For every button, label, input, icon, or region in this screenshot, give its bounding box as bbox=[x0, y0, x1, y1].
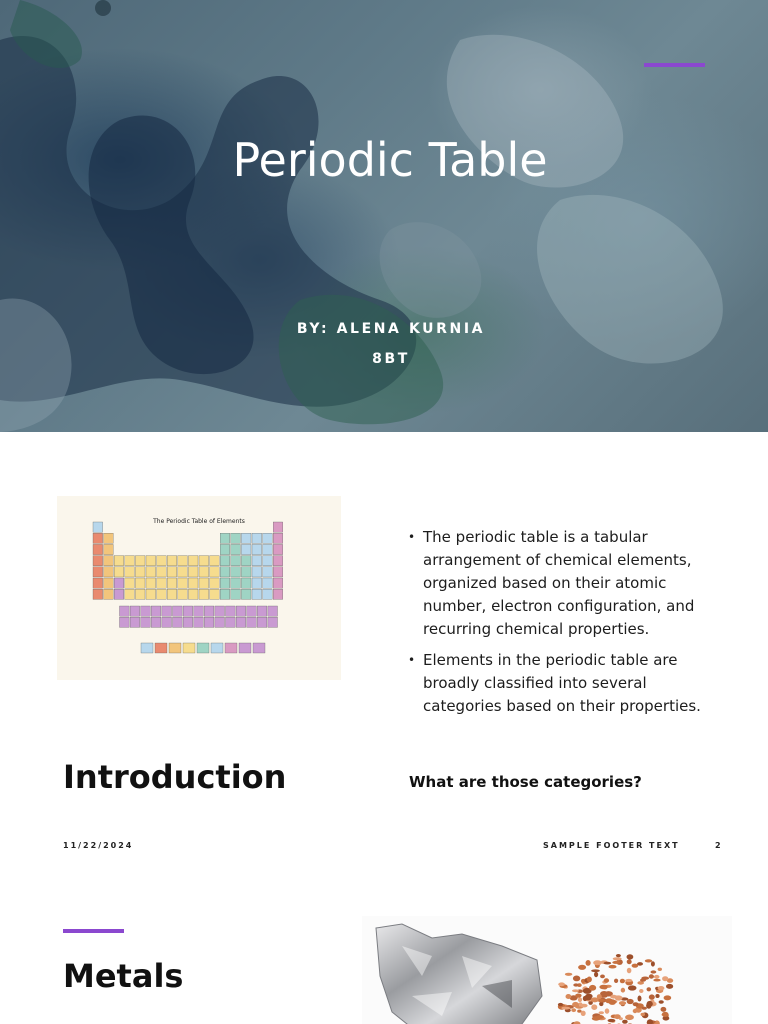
copper-granule bbox=[651, 961, 655, 966]
element-cell bbox=[178, 578, 188, 588]
element-cell bbox=[183, 617, 193, 627]
copper-granule bbox=[558, 1003, 563, 1006]
introduction-heading[interactable]: Introduction bbox=[63, 758, 287, 796]
element-cell bbox=[252, 578, 262, 588]
element-cell bbox=[252, 533, 262, 543]
element-cell bbox=[104, 589, 114, 599]
element-cell bbox=[210, 589, 220, 599]
introduction-slide bbox=[0, 432, 768, 864]
copper-granule bbox=[658, 968, 662, 971]
copper-granule bbox=[620, 979, 625, 984]
element-cell bbox=[204, 606, 214, 616]
element-cell bbox=[273, 533, 283, 543]
copper-granule bbox=[589, 985, 596, 991]
element-cell bbox=[146, 556, 156, 566]
copper-granule bbox=[628, 985, 637, 990]
categories-question[interactable]: What are those categories? bbox=[409, 773, 642, 791]
element-cell bbox=[215, 606, 225, 616]
element-cell bbox=[93, 533, 103, 543]
periodic-table-grid bbox=[57, 496, 341, 680]
copper-granule bbox=[613, 957, 622, 960]
copper-granule bbox=[561, 1007, 570, 1010]
element-cell bbox=[252, 544, 262, 554]
copper-granule bbox=[659, 1000, 664, 1003]
element-cell bbox=[104, 544, 114, 554]
element-cell bbox=[120, 606, 130, 616]
element-cell bbox=[273, 589, 283, 599]
footer-page-number[interactable]: 2 bbox=[715, 841, 723, 850]
element-cell bbox=[93, 578, 103, 588]
copper-granule bbox=[625, 979, 632, 982]
copper-granule bbox=[625, 1015, 634, 1021]
element-cell bbox=[151, 617, 161, 627]
element-cell bbox=[220, 544, 230, 554]
element-cell bbox=[199, 556, 209, 566]
copper-granule bbox=[655, 994, 659, 998]
presentation-title[interactable]: Periodic Table bbox=[232, 133, 548, 187]
element-cell bbox=[141, 617, 151, 627]
copper-granule bbox=[566, 994, 572, 999]
element-cell bbox=[167, 578, 177, 588]
element-cell bbox=[93, 522, 103, 532]
element-cell bbox=[263, 533, 273, 543]
element-cell bbox=[188, 589, 198, 599]
element-cell bbox=[183, 606, 193, 616]
element-cell bbox=[257, 606, 267, 616]
element-cell bbox=[157, 556, 167, 566]
copper-granule bbox=[581, 1011, 586, 1016]
element-cell bbox=[157, 589, 167, 599]
element-cell bbox=[93, 544, 103, 554]
element-cell bbox=[252, 589, 262, 599]
class-label[interactable]: 8BT bbox=[372, 351, 410, 367]
copper-granule bbox=[558, 982, 565, 986]
element-cell bbox=[125, 567, 135, 577]
element-cell bbox=[273, 522, 283, 532]
element-cell bbox=[178, 589, 188, 599]
copper-granule bbox=[654, 975, 660, 979]
footer-text[interactable]: SAMPLE FOOTER TEXT bbox=[543, 841, 680, 850]
element-cell bbox=[263, 578, 273, 588]
copper-granule bbox=[572, 1002, 579, 1007]
copper-granule bbox=[614, 979, 618, 983]
legend-swatch bbox=[183, 643, 195, 653]
element-cell bbox=[141, 606, 151, 616]
periodic-table-image-title: The Periodic Table of Elements bbox=[153, 518, 245, 525]
element-cell bbox=[114, 578, 124, 588]
footer-date[interactable]: 11/22/2024 bbox=[63, 841, 134, 850]
copper-granule bbox=[622, 1020, 628, 1024]
copper-granule bbox=[604, 962, 612, 965]
element-cell bbox=[146, 567, 156, 577]
copper-granule bbox=[639, 989, 643, 993]
accent-bar bbox=[644, 63, 705, 67]
element-cell bbox=[220, 567, 230, 577]
element-cell bbox=[125, 589, 135, 599]
element-cell bbox=[104, 533, 114, 543]
legend-swatch bbox=[225, 643, 237, 653]
element-cell bbox=[130, 617, 140, 627]
copper-granule bbox=[578, 965, 586, 970]
element-cell bbox=[241, 567, 251, 577]
element-cell bbox=[135, 578, 145, 588]
copper-granule bbox=[578, 997, 582, 1002]
title-slide bbox=[0, 0, 768, 432]
element-cell bbox=[146, 578, 156, 588]
element-cell bbox=[273, 556, 283, 566]
element-cell bbox=[135, 556, 145, 566]
list-item[interactable]: • The periodic table is a tabular arrangement of chemical elements, organized based on their atomic number, electron configuration, and recurring chemical properties. bbox=[408, 526, 708, 641]
copper-granule bbox=[615, 995, 623, 1000]
element-cell bbox=[130, 606, 140, 616]
element-cell bbox=[263, 589, 273, 599]
legend-swatch bbox=[155, 643, 167, 653]
copper-granule bbox=[596, 1015, 604, 1019]
copper-granule bbox=[614, 1014, 621, 1019]
list-item[interactable]: • Elements in the periodic table are broadly classified into several categories based on their properties. bbox=[408, 649, 708, 718]
copper-granule bbox=[605, 1008, 610, 1013]
copper-granule bbox=[649, 974, 654, 978]
element-cell bbox=[236, 617, 246, 627]
copper-granule bbox=[633, 1002, 639, 1006]
copper-granule bbox=[594, 972, 598, 977]
copper-granule bbox=[642, 1007, 647, 1010]
element-cell bbox=[215, 617, 225, 627]
element-cell bbox=[247, 606, 257, 616]
metals-slide bbox=[0, 864, 768, 1024]
element-cell bbox=[114, 567, 124, 577]
copper-granule bbox=[587, 977, 592, 983]
copper-granule bbox=[580, 1004, 587, 1008]
element-cell bbox=[114, 556, 124, 566]
element-cell bbox=[157, 578, 167, 588]
copper-granule bbox=[664, 995, 672, 1000]
element-cell bbox=[231, 533, 241, 543]
element-cell bbox=[188, 567, 198, 577]
element-cell bbox=[247, 617, 257, 627]
element-cell bbox=[146, 589, 156, 599]
copper-granule bbox=[661, 1007, 667, 1012]
copper-granule bbox=[573, 976, 580, 982]
element-cell bbox=[125, 578, 135, 588]
element-cell bbox=[204, 617, 214, 627]
copper-granule bbox=[647, 1001, 653, 1007]
copper-granule bbox=[599, 985, 607, 990]
metals-heading[interactable]: Metals bbox=[63, 957, 184, 995]
copper-granule bbox=[627, 959, 632, 964]
element-cell bbox=[257, 617, 267, 627]
element-cell bbox=[178, 556, 188, 566]
element-cell bbox=[231, 567, 241, 577]
copper-granule bbox=[604, 978, 609, 982]
element-cell bbox=[231, 544, 241, 554]
copper-granule bbox=[638, 996, 642, 1002]
element-cell bbox=[93, 589, 103, 599]
element-cell bbox=[199, 578, 209, 588]
copper-granule bbox=[633, 1009, 638, 1013]
copper-granule bbox=[662, 976, 668, 981]
copper-granule bbox=[647, 987, 652, 991]
element-cell bbox=[135, 589, 145, 599]
copper-granule bbox=[608, 1019, 616, 1022]
copper-granule bbox=[571, 1008, 576, 1012]
copper-granule bbox=[647, 1019, 653, 1024]
element-cell bbox=[125, 556, 135, 566]
copper-granule bbox=[599, 1011, 604, 1014]
element-cell bbox=[173, 606, 183, 616]
copper-granule bbox=[627, 968, 632, 974]
element-cell bbox=[263, 556, 273, 566]
copper-granule bbox=[572, 989, 579, 992]
legend-swatch bbox=[197, 643, 209, 653]
element-cell bbox=[220, 578, 230, 588]
copper-granule bbox=[632, 964, 639, 968]
element-cell bbox=[226, 617, 236, 627]
copper-granule bbox=[640, 979, 646, 982]
element-cell bbox=[157, 567, 167, 577]
element-cell bbox=[114, 589, 124, 599]
copper-granule bbox=[651, 970, 657, 973]
element-cell bbox=[167, 567, 177, 577]
element-cell bbox=[93, 567, 103, 577]
element-cell bbox=[194, 606, 204, 616]
element-cell bbox=[188, 556, 198, 566]
element-cell bbox=[188, 578, 198, 588]
element-cell bbox=[220, 533, 230, 543]
copper-granule bbox=[565, 973, 572, 976]
element-cell bbox=[194, 617, 204, 627]
element-cell bbox=[236, 606, 246, 616]
element-cell bbox=[273, 567, 283, 577]
element-cell bbox=[220, 589, 230, 599]
metal-samples-illustration bbox=[362, 916, 732, 1024]
element-cell bbox=[199, 567, 209, 577]
copper-granule bbox=[593, 960, 602, 965]
copper-granule bbox=[583, 996, 587, 1001]
copper-granule bbox=[605, 998, 613, 1003]
element-cell bbox=[104, 567, 114, 577]
element-cell bbox=[263, 567, 273, 577]
element-cell bbox=[104, 556, 114, 566]
periodic-table-image[interactable] bbox=[57, 496, 341, 680]
silver-metal-chunk bbox=[376, 924, 542, 1024]
element-cell bbox=[210, 556, 220, 566]
legend-swatch bbox=[141, 643, 153, 653]
element-cell bbox=[241, 556, 251, 566]
copper-granule bbox=[627, 954, 634, 959]
copper-granule bbox=[597, 994, 602, 999]
element-cell bbox=[162, 606, 172, 616]
element-cell bbox=[120, 617, 130, 627]
element-cell bbox=[252, 567, 262, 577]
element-cell bbox=[167, 589, 177, 599]
copper-granule bbox=[653, 979, 660, 982]
element-cell bbox=[210, 567, 220, 577]
copper-granule bbox=[586, 960, 591, 966]
intro-bullet-list bbox=[408, 526, 708, 726]
element-cell bbox=[167, 556, 177, 566]
copper-granule bbox=[600, 975, 605, 979]
copper-granule bbox=[575, 994, 581, 998]
element-cell bbox=[252, 556, 262, 566]
element-cell bbox=[178, 567, 188, 577]
copper-granule bbox=[573, 983, 578, 986]
element-cell bbox=[241, 544, 251, 554]
element-cell bbox=[231, 578, 241, 588]
legend-swatch bbox=[239, 643, 251, 653]
element-cell bbox=[162, 617, 172, 627]
copper-granule bbox=[658, 986, 665, 990]
legend-swatch bbox=[253, 643, 265, 653]
element-cell bbox=[231, 556, 241, 566]
element-cell bbox=[231, 589, 241, 599]
copper-granule bbox=[609, 965, 617, 969]
copper-granule bbox=[619, 1001, 626, 1005]
copper-granule bbox=[616, 954, 621, 957]
copper-granule bbox=[641, 1013, 646, 1016]
element-cell bbox=[273, 544, 283, 554]
copper-granule bbox=[645, 959, 652, 962]
copper-granule bbox=[627, 999, 634, 1004]
accent-bar bbox=[63, 929, 124, 933]
copper-granule bbox=[591, 969, 600, 972]
element-cell bbox=[210, 578, 220, 588]
element-cell bbox=[226, 606, 236, 616]
element-cell bbox=[151, 606, 161, 616]
legend-swatch bbox=[169, 643, 181, 653]
element-cell bbox=[104, 578, 114, 588]
author-byline[interactable]: BY: ALENA KURNIA bbox=[296, 321, 486, 337]
element-cell bbox=[263, 544, 273, 554]
element-cell bbox=[268, 606, 278, 616]
copper-granule bbox=[591, 1004, 597, 1010]
element-cell bbox=[268, 617, 278, 627]
element-cell bbox=[199, 589, 209, 599]
element-cell bbox=[241, 533, 251, 543]
element-cell bbox=[241, 578, 251, 588]
copper-granule bbox=[662, 1012, 669, 1017]
copper-granule bbox=[649, 994, 655, 999]
metal-samples-image[interactable] bbox=[362, 916, 732, 1024]
legend-swatch bbox=[211, 643, 223, 653]
element-cell bbox=[173, 617, 183, 627]
copper-granules bbox=[558, 954, 673, 1024]
element-cell bbox=[220, 556, 230, 566]
element-cell bbox=[241, 589, 251, 599]
element-cell bbox=[273, 578, 283, 588]
copper-granule bbox=[612, 961, 620, 964]
element-cell bbox=[135, 567, 145, 577]
copper-granule bbox=[621, 988, 625, 993]
copper-granule bbox=[666, 984, 673, 989]
element-cell bbox=[93, 556, 103, 566]
